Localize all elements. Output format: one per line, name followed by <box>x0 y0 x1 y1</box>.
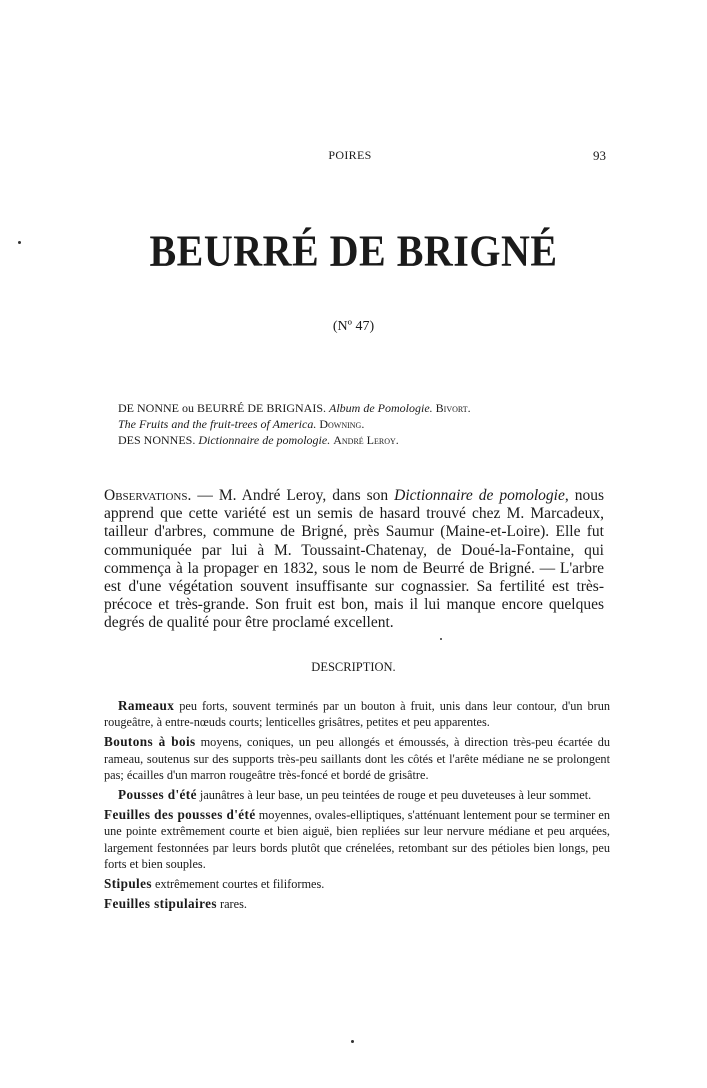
running-title: POIRES <box>328 148 372 162</box>
synonym-entry <box>118 400 588 416</box>
paper-speck <box>351 1040 354 1043</box>
description-text: jaunâtres à leur base, un peu teintées de rouge et peu duveteuses à leur sommet. <box>196 788 592 803</box>
description-term: Feuilles des pousses d'été <box>104 807 256 823</box>
page-number: 93 <box>593 148 606 163</box>
description-term: Pousses d'été <box>118 787 197 803</box>
synonym-source: Album de Pomologie. <box>329 401 433 415</box>
synonym-entry <box>118 416 588 432</box>
description-item-pousses <box>104 787 610 803</box>
description-text: moyennes, ovales-elliptiques, s'atténuant lentement pour se terminer en une pointe extrêmement courte et bien aiguë, bien repliées sur leur nervure médiane et peu arquées, largement festonnées par leurs bords plutôt que crénelées, retombant sur des pétioles bien longs, peu forts et bien souples. <box>104 808 610 871</box>
description-item-feuilles-stipulaires <box>104 896 610 912</box>
description-item-feuilles <box>104 807 610 872</box>
description-item-rameaux <box>104 698 610 730</box>
paper-speck <box>18 241 21 244</box>
synonym-author: Bivort. <box>435 401 471 415</box>
synonym-name: DE NONNE ou BEURRÉ DE BRIGNAIS. <box>118 401 326 415</box>
synonym-name: DES NONNES. <box>118 433 196 447</box>
description-term: Stipules <box>104 876 152 892</box>
observations-text: — M. André Leroy, dans son <box>191 487 395 504</box>
description-term: Rameaux <box>118 698 175 713</box>
synonym-entry <box>118 432 588 448</box>
synonym-author: Downing. <box>319 417 365 431</box>
synonym-author: André Leroy. <box>333 433 399 447</box>
description-term: Boutons à bois <box>104 734 196 750</box>
observations-cited-work: Dictionnaire de pomologie <box>394 487 565 504</box>
observations-paragraph <box>104 487 604 633</box>
description-section <box>104 698 610 916</box>
observations-label: Observations. <box>104 487 192 504</box>
variety-title: BEURRÉ DE BRIGNÉ <box>149 225 558 276</box>
description-text: peu forts, souvent terminés par un bouton à fruit, unis dans leur contour, d'un brun rougeâtre, à entre-nœuds courts; lenticelles grisâtres, petites et peu apparentes. <box>104 699 610 730</box>
description-text: rares. <box>216 897 247 912</box>
description-term: Feuilles stipulaires <box>104 896 217 912</box>
synonym-list <box>118 400 588 448</box>
paper-speck <box>440 638 442 640</box>
description-item-boutons <box>104 734 610 783</box>
running-head <box>0 148 707 168</box>
variety-number: (Nº 47) <box>332 319 375 334</box>
description-item-stipules <box>104 876 610 892</box>
synonym-source: Dictionnaire de pomologie. <box>198 433 331 447</box>
synonym-source: The Fruits and the fruit-trees of America. <box>118 417 317 431</box>
description-heading: DESCRIPTION. <box>311 660 396 674</box>
description-text: moyens, coniques, un peu allongés et émoussés, à direction très-peu écartée du rameau, soutenus sur des supports très-peu saillants dont les côtés et l'arête médiane ne se prolongent pas; écailles d'un marron rougeâtre très-foncé et bordé de grisâtre. <box>104 735 610 782</box>
description-text: extrêmement courtes et filiformes. <box>151 877 325 892</box>
observations-text: , nous apprend que cette variété est un semis de hasard trouvé chez M. Marcadeux, tailleur d'arbres, commune de Brigné, près Saumur (Maine-et-Loire). Elle fut communiquée par lui à M. Toussaint-Chatenay, de Doué-la-Fontaine, qui commença à la propager en 1832, sous le nom de Beurré de Brigné. — L'arbre est d'une végétation souvent insuffisante sur cognassier. Sa fertilité est très-précoce et très-grande. Son fruit est bon, mais il lui manque encore quelques degrés de qualité pour être proclamé excellent. <box>104 487 604 632</box>
